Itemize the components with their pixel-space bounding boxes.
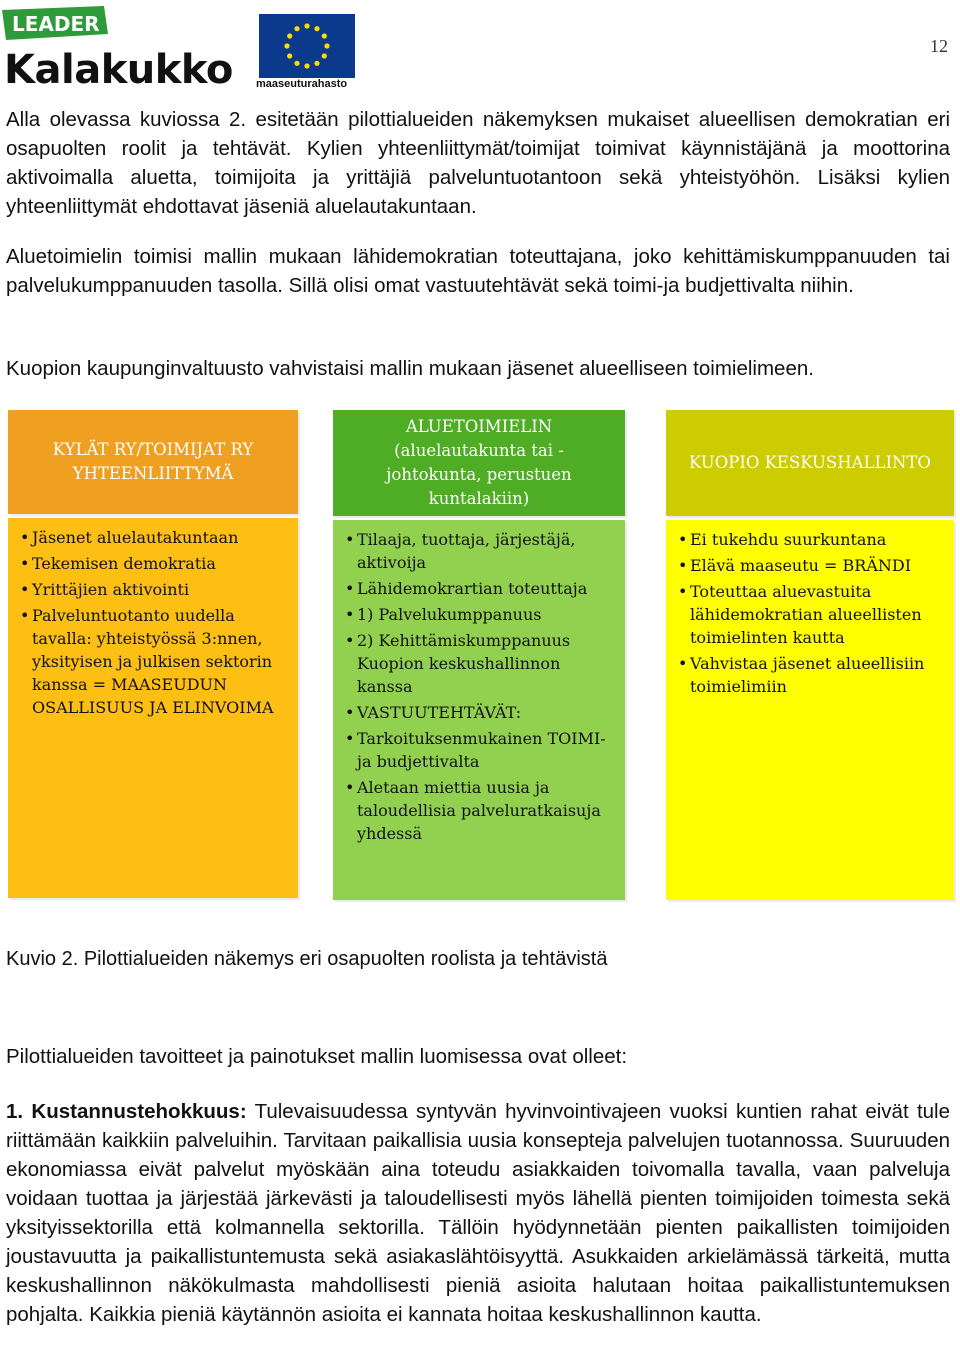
eu-caption: maaseuturahasto [256,78,348,90]
eu-flag-logo [259,14,355,78]
list-item: • Vahvistaa jäsenet alueellisiin toimielimiin [678,652,944,698]
paragraph-intro: Alla olevassa kuviossa 2. esitetään pilottialueiden näkemyksen mukaiset alueellisen demokratian eri osapuolten roolit ja tehtävät. Kylien yhteenliittymät/toimijat toimivat käynnistäjänä ja moottorina aktivoimalla aluetta, toimijoita ja yrittäjiä palveluntuotantoon sekä yhteistyöhön. Lisäksi kylien yhteenliittymät ehdottavat jäseniä aluelautakuntaan. [6,108,950,218]
column-header-kuopio [666,410,954,516]
list-item: • Lähidemokrartian toteuttaja [345,577,615,600]
list-item: • Tekemisen demokratia [20,552,288,575]
column-body-kuopio [666,520,954,900]
list-item: • Ei tukehdu suurkuntana [678,528,944,551]
list-item: • Jäsenet aluelautakuntaan [20,526,288,549]
column-body-aluetoimielin [333,520,625,900]
goals-intro: Pilottialueiden tavoitteet ja painotukset mallin luomisessa ovat olleet: [6,1045,628,1068]
column-header-villages [8,410,298,514]
leader-logo-text: LEADER [12,12,100,36]
paragraph-kuopio: Kuopion kaupunginvaltuusto vahvistaisi mallin mukaan jäsenet alueelliseen toimielimeen. [6,357,814,380]
list-item: • Palveluntuotanto uudella tavalla: yhteistyössä 3:nnen, yksityisen ja julkisen sektorin kanssa = MAASEUDUN OSALLISUUS JA ELINVOIMA [20,604,288,719]
list-item: • Aletaan miettia uusia ja taloudellisia palveluratkaisuja yhdessä [345,776,615,845]
list-item: • Toteuttaa aluevastuita lähidemokratian alueellisten toimielinten kautta [678,580,944,649]
list-item: • Elävä maaseutu = BRÄNDI [678,554,944,577]
list-item: • Tarkoituksenmukainen TOIMI- ja budjettivalta [345,727,615,773]
list-item: • VASTUUTEHTÄVÄT: [345,701,615,724]
page-number: 12 [930,36,948,56]
paragraph-aluetoimielin: Aluetoimielin toimisi mallin mukaan lähidemokratian toteuttajana, joko kehittämiskumppanuuden tai palvelukumppanuuden tasolla. Sillä olisi omat vastuutehtävät sekä toimi-ja budjettivalta niihin. [6,245,950,297]
goal-1-label: 1. Kustannustehokkuus: [6,1100,247,1123]
list-item: • Tilaaja, tuottaja, järjestäjä, aktivoija [345,528,615,574]
column-body-villages [8,518,298,898]
figure-caption: Kuvio 2. Pilottialueiden näkemys eri osapuolten roolista ja tehtävistä [6,948,608,970]
column-header-aluetoimielin-text: ALUETOIMIELIN (aluelautakunta tai -johtokunta, perustuen kuntalakiin) [386,417,572,508]
goal-1-text: Tulevaisuudessa syntyvän hyvinvointivajeen vuoksi kuntien rahat eivät tule riittämään kaikkiin palveluihin. Tarvitaan paikallisia uusia konsepteja palvelujen tuotannossa. Suuruuden ekonomiassa eivät palvelut myöskään aina toteudu asiakkaiden toivomalla tavalla, vaan palveluja voidaan tuottaa ja järjestää järkevästi ja taloudellisesti myös lähellä pienten toimijoiden toimesta sekä yksityissektorilla että kolmannella sektorilla. Tällöin hyödynnetään pienten paikallisten toimijoiden joustavuutta ja paikallistuntemusta sekä asiakaslähtöisyyttä. Asukkaiden arkielämässä tärkeitä, mutta keskushallinnon näkökulmasta mahdollisesti pieniä asioita halutaan hoitaa paikallistuntemuksen pohjalta. Kaikkia pieniä käytännön asioita ei kannata hoitaa keskushallinnon kautta. [6,1100,950,1326]
brand-name: Kalakukko [4,47,233,93]
column-header-aluetoimielin [333,410,625,516]
column-header-kuopio-text: KUOPIO KESKUSHALLINTO [689,453,931,472]
column-header-villages-text: KYLÄT RY/TOIMIJAT RY YHTEENLIITTYMÄ [52,440,254,483]
list-item: • 1) Palvelukumppanuus [345,603,615,626]
leader-logo [0,4,110,42]
list-item: • Yrittäjien aktivointi [20,578,288,601]
list-item: • 2) Kehittämiskumppanuus Kuopion keskushallinnon kanssa [345,629,615,698]
goal-1-paragraph [6,1097,950,1329]
